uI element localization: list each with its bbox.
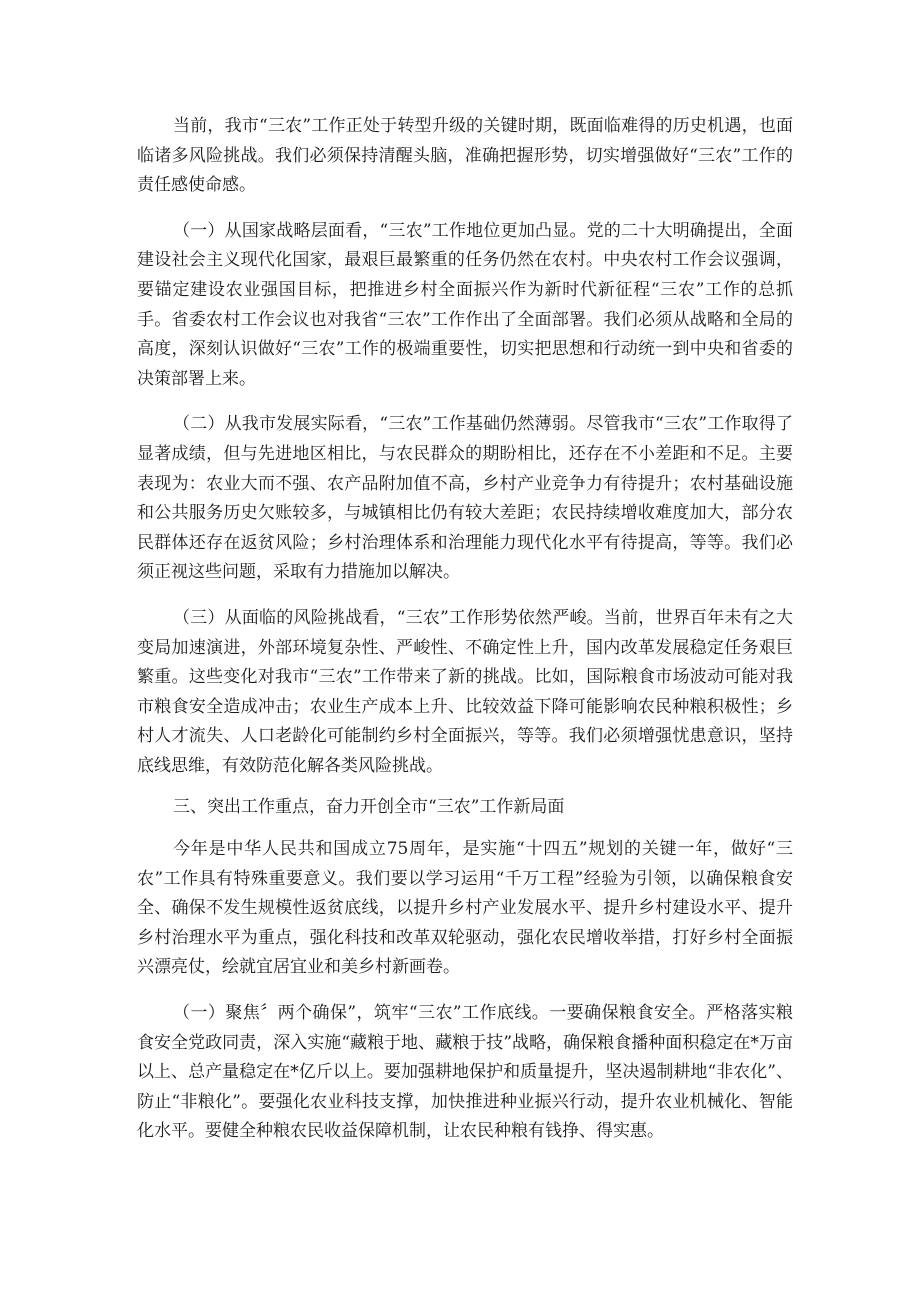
section-heading: 三、突出工作重点，奋力开创全市“三农”工作新局面 <box>173 797 565 818</box>
paragraph-two-ensures: （一）聚焦〞两个确保”，筑牢“三农”工作底线。一要确保粮食安全。严格落实粮食安全党政同责，深入实施“藏粮于地、藏粮于技”战略，确保粮食播种面积稳定在*万亩以上、总产量稳定在*亿斤以上。要加强耕地保护和质量提升，坚决遏制耕地“非农化”、防止“非粮化”。要强化农业科技支撑，加快推进种业振兴行动，提升农业机械化、智能化水平。要健全种粮农民收益保障机制，让农民种粮有钱挣、得实惠。 <box>137 1003 793 1142</box>
paragraph-intro: 当前，我市“三农”工作正处于转型升级的关键时期，既面临难得的历史机遇，也面临诸多风险挑战。我们必须保持清醒头脑，准确把握形势，切实增强做好“三农”工作的责任感使命感。 <box>137 116 793 196</box>
paragraph-risk-challenges: （三）从面临的风险挑战看，“三农”工作形势依然严峻。当前，世界百年未有之大变局加速演进，外部环境复杂性、严峻性、不确定性上升，国内改革发展稳定任务艰巨繁重。这些变化对我市“三农”工作带来了新的挑战。比如，国际粮食市场波动可能对我市粮食安全造成冲击；农业生产成本上升、比较效益下降可能影响农民种粮积极性；乡村人才流失、人口老龄化可能制约乡村全面振兴，等等。我们必须增强忧患意识，坚持底线思维，有效防范化解各类风险挑战。 <box>137 607 793 776</box>
paragraph-this-year: 今年是中华人民共和国成立75周年，是实施“十四五”规划的关键一年，做好“三农”工作具有特殊重要意义。我们要以学习运用“千万工程”经验为引领，以确保粮食安全、确保不发生规模性返贫底线，以提升乡村产业发展水平、提升乡村建设水平、提升乡村治理水平为重点，强化科技和改革双轮驱动，强化农民增收举措，打好乡村全面振兴漂亮仗，绘就宜居宜业和美乡村新画卷。 <box>137 839 793 978</box>
document-body <box>137 112 793 1147</box>
paragraph-national-strategy: （一）从国家战略层面看，“三农”工作地位更加凸显。党的二十大明确提出，全面建设社会主义现代化国家，最艰巨最繁重的任务仍然在农村。中央农村工作会议强调，要锚定建设农业强国目标，把推进乡村全面振兴作为新时代新征程“三农”工作的总抓手。省委农村工作会议也对我省“三农”工作作出了全面部署。我们必须从战略和全局的高度，深刻认识做好“三农”工作的极端重要性，切实把思想和行动统一到中央和省委的决策部署上来。 <box>137 220 793 389</box>
paragraph-city-development: （二）从我市发展实际看，“三农”工作基础仍然薄弱。尽管我市“三农”工作取得了显著成绩，但与先进地区相比，与农民群众的期盼相比，还存在不小差距和不足。主要表现为：农业大而不强、农产品附加值不高，乡村产业竞争力有待提升；农村基础设施和公共服务历史欠账较多，与城镇相比仍有较大差距；农民持续增收难度加大，部分农民群体还存在返贫风险；乡村治理体系和治理能力现代化水平有待提高，等等。我们必须正视这些问题，采取有力措施加以解决。 <box>137 414 793 583</box>
